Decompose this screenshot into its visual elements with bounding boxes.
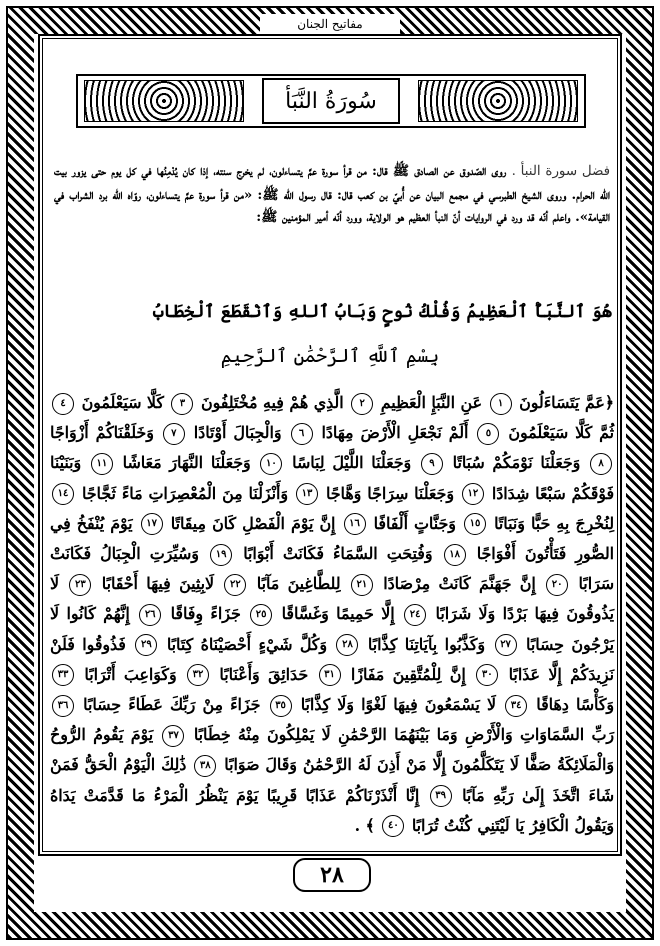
surah-title-banner [76, 74, 586, 128]
verse-text: يَوْمَ يَقُومُ الرُّوحُ وَالْمَلَائِكَةُ صَفًّا لَا يَتَكَلَّمُونَ إِلَّا مَنْ أَذِنَ لَهُ الرَّحْمَٰنُ وَقَالَ صَوَابًا [50, 725, 615, 775]
ayah-number-marker: ٣٣ [52, 664, 74, 686]
ayah-number-marker: ٦ [291, 423, 313, 445]
verse-text: وَالْجِبَالَ أَوْتَادًا [186, 423, 282, 443]
ayah-number-marker: ١٨ [444, 544, 466, 566]
ayah-number-marker: ١٦ [344, 513, 366, 535]
ayah-number-marker: ٢٢ [224, 574, 246, 596]
verse-text: عَنِ النَّبَإِ الْعَظِيمِ [375, 393, 483, 412]
arabesque-ornament-left [84, 80, 244, 122]
verse-text: إِنَّهُمْ كَانُوا لَا يَرْجُونَ حِسَابًا [50, 604, 615, 654]
verse-text: الَّذِي هُمْ فِيهِ مُخْتَلِفُونَ [195, 393, 344, 412]
verse-text: وَجَعَلْنَا نَوْمَكُمْ سُبَاتًا [444, 453, 581, 473]
ayah-number-marker: ٢٥ [250, 604, 272, 626]
ayah-number-marker: ٣٢ [187, 664, 209, 686]
ayah-number-marker: ٢ [351, 393, 373, 415]
virtue-heading: فضل سورة النبأ . [511, 164, 611, 179]
ayah-number-marker: ١٠ [260, 453, 282, 475]
quran-verses [50, 388, 614, 841]
verse-text: لِنُخْرِجَ بِهِ حَبًّا وَنَبَاتًا [488, 513, 615, 533]
verse-text: أَلَمْ نَجْعَلِ الْأَرْضَ مِهَادًا [314, 423, 469, 443]
verse-text: جَزَاءً وِفَاقًا [163, 604, 241, 624]
verse-text: وَكُلَّ شَيْءٍ أَحْصَيْنَاهُ كِتَابًا [159, 634, 327, 654]
ayah-number-marker: ١١ [91, 453, 113, 475]
surah-title: سُورَةُ النَّبَأ [262, 78, 400, 124]
verse-text: وَكَأْسًا دِهَاقًا [529, 695, 614, 715]
verse-text: وَكَذَّبُوا بِآيَاتِنَا كِذَّابًا [360, 634, 486, 654]
ayah-number-marker: ٣٧ [162, 725, 184, 747]
verse-text: وَخَلَقْنَاكُمْ أَزْوَاجًا [50, 423, 154, 443]
verse-text: لَا يَسْمَعُونَ فِيهَا لَغْوًا وَلَا كِذَّابًا [293, 695, 496, 715]
verse-text: جَزَاءً مِنْ رَبِّكَ عَطَاءً حِسَابًا [76, 695, 261, 715]
verse-text: وَجَنَّاتٍ أَلْفَافًا [367, 513, 456, 533]
verse-text: وَكَوَاعِبَ أَتْرَابًا [76, 664, 177, 684]
ayah-number-marker: ٣٥ [270, 695, 292, 717]
verse-text: يَوْمَ يُنْفَخُ فِي الصُّورِ فَتَأْتُونَ أَفْوَاجًا [50, 513, 615, 564]
ayah-number-marker: ٢٨ [336, 634, 358, 656]
ayah-number-marker: ٢٩ [135, 634, 157, 656]
ayah-number-marker: ١٩ [210, 544, 232, 566]
ayah-number-marker: ٢٦ [139, 604, 161, 626]
ayah-number-marker: ٢٠ [546, 574, 568, 596]
ayah-number-marker: ٣٠ [476, 664, 498, 686]
verse-text: وَأَنْزَلْنَا مِنَ الْمُعْصِرَاتِ مَاءً ثَجَّاجًا [76, 483, 289, 503]
ayah-number-marker: ٢٧ [495, 634, 517, 656]
ayah-number-marker: ٨ [590, 453, 612, 475]
running-header: مفاتيح الجنان [260, 14, 400, 34]
ayah-number-marker: ١٢ [462, 483, 484, 505]
ayah-number-marker: ٣٩ [430, 785, 452, 807]
verse-text: كَلَّا سَيَعْلَمُونَ [76, 393, 164, 412]
verse-text: وَفُتِحَتِ السَّمَاءُ فَكَانَتْ أَبْوَابًا [234, 544, 433, 564]
ayah-number-marker: ١٤ [52, 483, 74, 505]
virtue-body: روى الصّدوق عن الصادق ﷺ قال: من قرأ سورة عمَّ يتساءلون، لم يخرج سنته، إذا كان يُدْمِنُها في كل يوم حتى يزور بيت الله الحرام. وروى الشيخ الطبرسي في مجمع البيان عن أُبيّ بن كعب قال: قال رسول الله ﷺ: «من قرأ سورة عمَّ يتساءلون، روّاه الله برد الشراب في القيامة». واعلم أنّه قد ورد في الروايات أنّ النبأ العظيم هو الولاية، وورد أنّه أمير المؤمنين ﷺ: [54, 163, 610, 226]
verse-text: حَدَائِقَ وَأَعْنَابًا [211, 664, 309, 684]
ayah-number-marker: ٣١ [319, 664, 341, 686]
ayah-number-marker: ٣٨ [194, 755, 216, 777]
ayah-number-marker: ١٣ [296, 483, 318, 505]
verse-text: وَجَعَلْنَا النَّهَارَ مَعَاشًا [114, 453, 251, 473]
arabesque-ornament-right [418, 80, 578, 122]
ayah-number-marker: ٣٦ [52, 695, 74, 717]
verse-text: لَابِثِينَ فِيهَا أَحْقَابًا [93, 574, 215, 594]
verse-text: إِنَّ يَوْمَ الْفَصْلِ كَانَ مِيقَاتًا [164, 513, 336, 533]
verse-text: إِنَّا أَنْذَرْنَاكُمْ عَذَابًا قَرِيبًا يَوْمَ يَنْظُرُ الْمَرْءُ مَا قَدَّمَتْ يَدَاهُ وَيَقُولُ الْكَافِرُ يَا لَيْتَنِي كُنْتُ تُرَابًا [50, 785, 614, 835]
ayah-number-marker: ٢٤ [404, 604, 426, 626]
ayah-number-marker: ٤٠ [382, 815, 404, 837]
basmala: بِسْمِ ٱللَّهِ ٱلرَّحْمَٰنِ ٱلرَّحِيمِ [220, 345, 440, 367]
verse-text: ﴿عَمَّ يَتَسَاءَلُونَ [513, 393, 615, 412]
verse-text: ثُمَّ كَلَّا سَيَعْلَمُونَ [501, 423, 614, 443]
verse-text: ذَٰلِكَ الْيَوْمُ الْحَقُّ فَمَنْ شَاءَ اتَّخَذَ إِلَىٰ رَبِّهِ مَآبًا [50, 755, 614, 805]
ayah-number-marker: ٩ [421, 453, 443, 475]
ayah-number-marker: ٧ [163, 423, 185, 445]
verse-text: إِلَّا حَمِيمًا وَغَسَّاقًا [274, 604, 395, 624]
ayah-number-marker: ٤ [52, 393, 74, 415]
verse-text: فَذُوقُوا فَلَنْ نَزِيدَكُمْ إِلَّا عَذَابًا [50, 634, 615, 684]
ayah-number-marker: ٣ [171, 393, 193, 415]
verse-text: إِنَّ جَهَنَّمَ كَانَتْ مِرْصَادًا [374, 574, 536, 594]
verse-text: وَبَنَيْنَا فَوْقَكُمْ سَبْعًا شِدَادًا [50, 453, 615, 503]
verse-text: وَجَعَلْنَا اللَّيْلَ لِبَاسًا [284, 453, 412, 473]
ayah-number-marker: ١ [490, 393, 512, 415]
closing-bracket: ﴾ . [354, 815, 375, 835]
ayah-number-marker: ٣٤ [505, 695, 527, 717]
verse-text: رَبِّ السَّمَاوَاتِ وَالْأَرْضِ وَمَا بَيْنَهُمَا الرَّحْمَٰنِ لَا يَمْلِكُونَ مِنْهُ خِطَابًا [186, 725, 614, 745]
ayah-number-marker: ١٥ [464, 513, 486, 535]
surah-virtue-text [54, 160, 610, 229]
page-number: ٢٨ [293, 858, 371, 892]
verse-text: وَجَعَلْنَا سِرَاجًا وَهَّاجًا [320, 483, 454, 503]
verse-text: لِلطَّاغِينَ مَآبًا [248, 574, 341, 594]
verse-text: لَا يَذُوقُونَ فِيهَا بَرْدًا وَلَا شَرَابًا [50, 574, 615, 624]
ayah-number-marker: ١٧ [141, 513, 163, 535]
verse-text: وَسُيِّرَتِ الْجِبَالُ فَكَانَتْ سَرَابًا [50, 544, 615, 594]
ayah-number-marker: ٢٣ [69, 574, 91, 596]
ayah-number-marker: ٢١ [351, 574, 373, 596]
ayah-number-marker: ٥ [477, 423, 499, 445]
verse-text: إِنَّ لِلْمُتَّقِينَ مَفَازًا [342, 664, 466, 684]
epithet-line: هُوَ ٱلنَّبَأُ ٱلْعَظِيمُ وَفُلْكُ نُوحٍ وَبَابُ ٱللهِ وَٱنْقَطَعَ ٱلْخِطَابُ [153, 302, 612, 322]
